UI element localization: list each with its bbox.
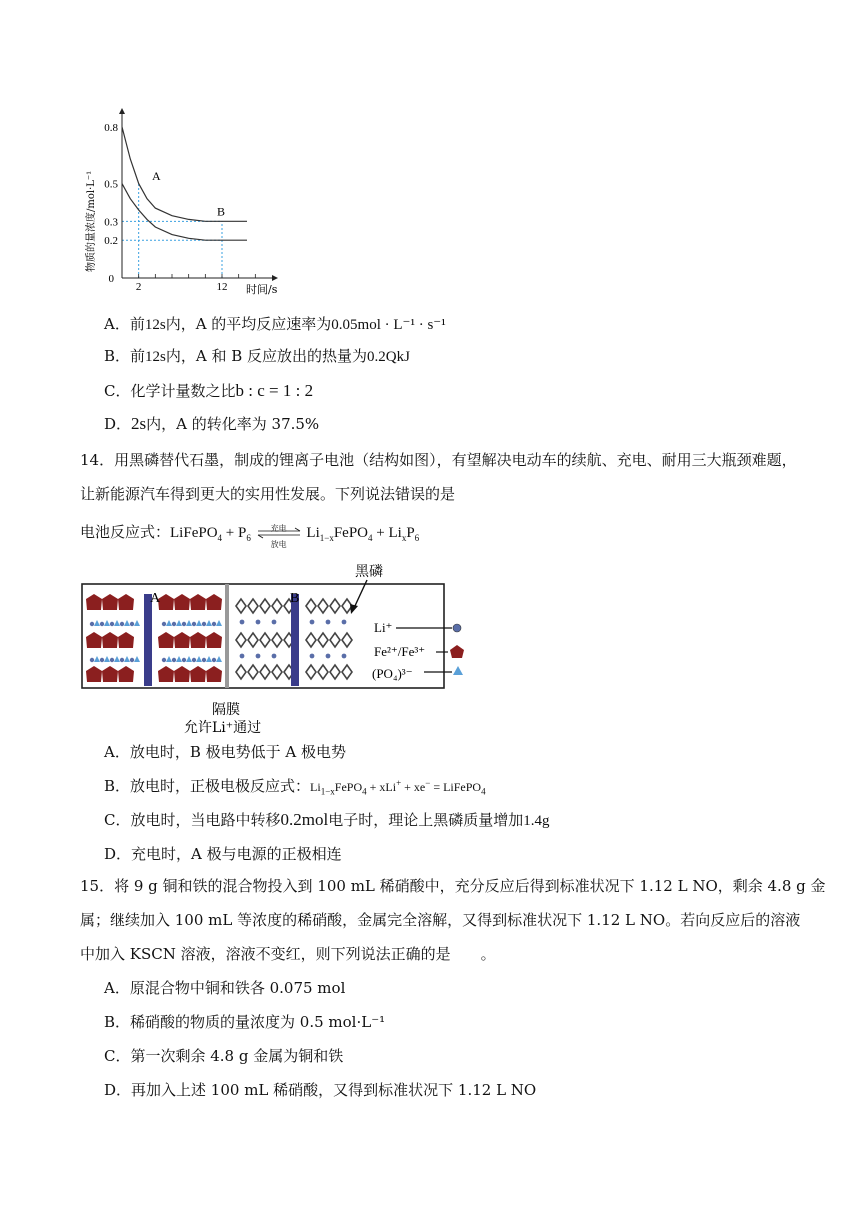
q14-option-a[interactable]: A．放电时，B 极电势低于 A 极电势 <box>104 743 346 761</box>
chart-axes <box>119 108 278 281</box>
option-math: 0.2QkJ <box>367 349 410 365</box>
y-axis-label: 物质的量浓度/mol·L⁻¹ <box>86 170 97 272</box>
q14-option-c[interactable] <box>104 810 549 831</box>
option-math: 1.4g <box>523 813 550 829</box>
legend-fe-label: Fe²⁺/Fe³⁺ <box>374 644 426 659</box>
y-tick-label: 0.3 <box>104 216 118 229</box>
li-ion-icon <box>192 622 196 626</box>
option-math: b : c = 1 : 2 <box>235 381 314 400</box>
q15-option-b[interactable]: B．稀硝酸的物质的量浓度为 0.5 mol·L⁻¹ <box>104 1013 386 1031</box>
option-text: C．放电时，当电路中转移 <box>104 811 281 829</box>
li-ion-icon <box>342 654 347 659</box>
q15-stem-line3: 中加入 KSCN 溶液，溶液不变红，则下列说法正确的是 。 <box>80 945 496 963</box>
option-text: 电子时，理论上黑磷质量增加 <box>328 811 524 829</box>
li-ion-icon <box>90 658 94 662</box>
li-ion-icon <box>202 622 206 626</box>
option-math: 12s <box>144 317 166 333</box>
q14-equation: 电池反应式：LiFePO$_4$ + $P_6$ 充电 放电 $Li_{1-x}FePO_4 + Li_xP_6$ <box>80 522 419 543</box>
li-ion-icon <box>240 620 245 625</box>
x-tick-label: 12 <box>216 281 228 293</box>
arrow-label-charge: 充电 <box>270 524 287 533</box>
chart-guides <box>122 184 222 278</box>
label-black-phosphorus: 黑磷 <box>355 564 383 580</box>
separator-note: 允许Li⁺通过 <box>184 720 262 736</box>
li-ion-icon <box>256 620 261 625</box>
q14-stem-line1: 14．用黑磷替代石墨，制成的锂离子电池（结构如图），有望解决电动车的续航、充电、耐用三大瓶颈难题， <box>80 451 797 469</box>
li-ion-icon <box>162 622 166 626</box>
li-ion-icon <box>326 654 331 659</box>
origin-label: 0 <box>108 273 114 285</box>
li-ion-icon <box>120 658 124 662</box>
y-axis-arrow-icon <box>119 108 125 114</box>
battery-structure-figure <box>80 558 480 738</box>
li-ion-icon <box>130 622 134 626</box>
li-ion-icon <box>130 658 134 662</box>
li-ion-icon <box>453 624 461 632</box>
li-ion-icon <box>192 658 196 662</box>
li-ion-icon <box>110 658 114 662</box>
option-text: B．放电时，正极电极反应式： <box>104 777 311 795</box>
po4-ion-icon <box>453 666 463 675</box>
option-math: 0.2mol <box>280 810 329 829</box>
label-a: A <box>150 591 161 606</box>
li-ion-icon <box>172 622 176 626</box>
q13-option-c[interactable] <box>104 381 313 401</box>
li-ion-icon <box>162 658 166 662</box>
y-tick-label: 0.2 <box>104 235 118 248</box>
option-math: 2s <box>131 414 147 433</box>
legend-po4-label: (PO₄)³⁻ <box>372 666 413 681</box>
series-label-a: A <box>152 168 161 183</box>
li-ion-icon <box>310 654 315 659</box>
separator-label: 隔膜 <box>212 702 240 718</box>
x-axis-arrow-icon <box>272 275 278 281</box>
li-ion-icon <box>182 658 186 662</box>
equation-label: 电池反应式： <box>80 523 171 541</box>
series-label-b: B <box>217 204 226 219</box>
option-math: 12s <box>145 349 166 365</box>
li-ion-icon <box>342 620 347 625</box>
electrode-b <box>291 594 299 686</box>
li-ion-icon <box>212 622 216 626</box>
q14-option-d[interactable]: D．充电时，A 极与电源的正极相连 <box>104 845 342 863</box>
y-tick-label: 0.5 <box>104 178 118 191</box>
q15-option-c[interactable]: C．第一次剩余 4.8 g 金属为铜和铁 <box>104 1047 344 1065</box>
label-b: B <box>290 591 300 606</box>
concentration-time-chart <box>78 100 288 300</box>
y-tick-label: 0.8 <box>104 121 118 134</box>
li-ion-icon <box>326 620 331 625</box>
li-ion-icon <box>172 658 176 662</box>
x-axis-label: 时间/s <box>246 283 278 296</box>
q15-stem-line2: 属；继续加入 100 mL 等浓度的稀硝酸，金属完全溶解，又得到标准状况下 1.12 L NO。若向反应后的溶液 <box>80 911 801 929</box>
q15-option-d[interactable]: D．再加入上述 100 mL 稀硝酸，又得到标准状况下 1.12 L NO <box>104 1081 537 1099</box>
chart-series <box>122 127 247 240</box>
option-text: D． <box>104 415 132 433</box>
option-math: 0.05mol · L⁻¹ · s⁻¹ <box>331 317 446 333</box>
li-ion-icon <box>120 622 124 626</box>
li-ion-icon <box>272 654 277 659</box>
q13-option-d[interactable] <box>104 414 319 434</box>
li-ion-icon <box>100 622 104 626</box>
option-text: B．前 <box>104 347 146 365</box>
q13-option-b[interactable] <box>104 346 410 367</box>
series-line-B <box>122 184 247 241</box>
option-text: 内，A 和 B 反应放出的热量为 <box>165 347 368 365</box>
li-ion-icon <box>182 622 186 626</box>
q13-option-a[interactable] <box>104 314 446 335</box>
reversible-arrow <box>256 523 302 549</box>
li-ion-icon <box>202 658 206 662</box>
li-ion-icon <box>110 622 114 626</box>
electrode-a <box>144 594 152 686</box>
q14-stem-line2: 让新能源汽车得到更大的实用性发展。下列说法错误的是 <box>80 485 456 503</box>
option-text: 内，A 的转化率为 37.5% <box>146 415 320 433</box>
x-tick-label: 2 <box>135 281 142 293</box>
li-ion-icon <box>240 654 245 659</box>
option-text: 内，A 的平均反应速率为 <box>165 315 332 333</box>
li-ion-icon <box>272 620 277 625</box>
arrow-label-discharge: 放电 <box>270 540 287 549</box>
q14-option-b[interactable]: B．放电时，正极电极反应式：$Li_{1-x}FePO_4 + xLi^+ + xe^-$ = LiFePO$_4$ <box>104 777 486 797</box>
li-ion-icon <box>100 658 104 662</box>
chart-labels <box>84 122 278 296</box>
option-text: C．化学计量数之比 <box>104 382 236 400</box>
li-ion-icon <box>90 622 94 626</box>
option-text: A．前 <box>104 315 145 333</box>
li-ion-icon <box>212 658 216 662</box>
series-line-A <box>122 127 247 221</box>
legend-li-label: Li⁺ <box>374 620 393 635</box>
li-ion-icon <box>256 654 261 659</box>
fe-ion-icon <box>450 645 464 658</box>
li-ion-icon <box>310 620 315 625</box>
q15-option-a[interactable]: A．原混合物中铜和铁各 0.075 mol <box>104 979 346 997</box>
q15-stem-line1: 15．将 9 g 铜和铁的混合物投入到 100 mL 稀硝酸中，充分反应后得到标准状况下 1.12 L NO，剩余 4.8 g 金 <box>80 877 826 895</box>
